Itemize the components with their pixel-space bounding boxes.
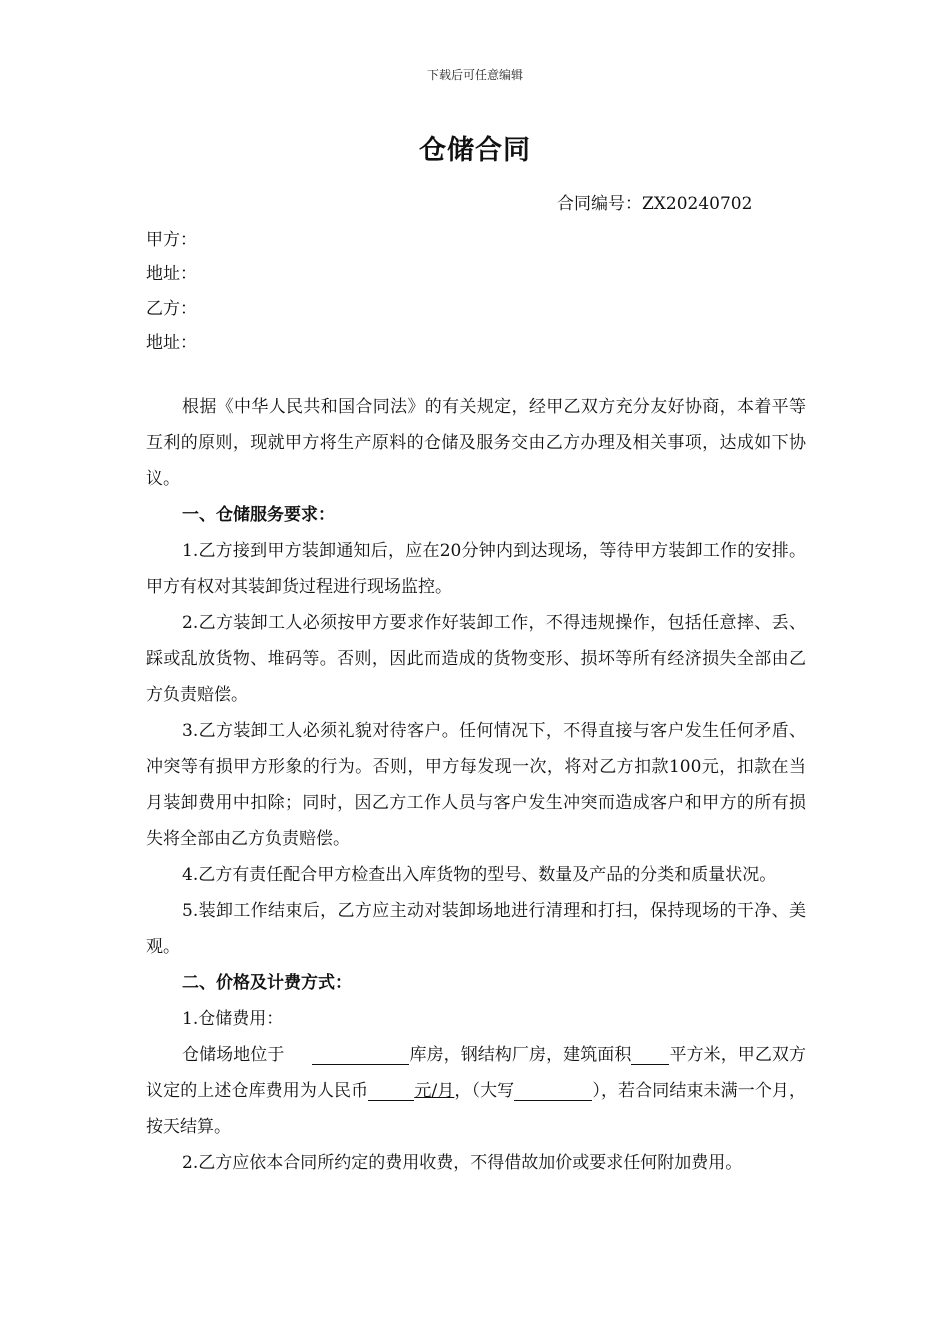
amount-blank[interactable]	[368, 1078, 414, 1101]
storage-fee-paragraph	[146, 1037, 806, 1145]
party-b-address-label: 地址：	[146, 333, 197, 353]
contract-body	[146, 389, 806, 1181]
section-1-item-2: 2.乙方装卸工人必须按甲方要求作好装卸工作，不得违规操作，包括任意摔、丢、踩或乱放货物、堆码等。否则，因此而造成的货物变形、损坏等所有经济损失全部由乙方负责赔偿。	[146, 613, 806, 705]
fee-text-settlement: ），若合同结束未满一个月，按天结算。	[146, 1081, 807, 1137]
section-1-item-5: 5.装卸工作结束后，乙方应主动对装卸场地进行清理和打扫，保持现场的干净、美观。	[146, 901, 806, 957]
area-blank[interactable]	[631, 1042, 669, 1065]
party-a-label: 甲方：	[146, 230, 197, 250]
contract-number: 合同编号：ZX20240702	[557, 194, 753, 214]
capital-amount-blank[interactable]	[514, 1078, 592, 1101]
location-blank[interactable]	[284, 1043, 312, 1065]
header-note: 下载后可任意编辑	[426, 68, 523, 82]
fee-text-warehouse: 库房，钢结构厂房，建筑面积	[409, 1045, 632, 1065]
fee-unit: 元/月	[414, 1081, 455, 1101]
section-1-item-4: 4.乙方有责任配合甲方检查出入库货物的型号、数量及产品的分类和质量状况。	[182, 865, 777, 885]
location-blank-line[interactable]	[312, 1042, 409, 1065]
section-2-heading: 二、价格及计费方式：	[182, 973, 352, 993]
section-2-item-2: 2.乙方应依本合同所约定的费用收费，不得借故加价或要求任何附加费用。	[182, 1153, 743, 1173]
section-1-item-1: 1.乙方接到甲方装卸通知后，应在20分钟内到达现场，等待甲方装卸工作的安排。甲方有权对其装卸货过程进行现场监控。	[146, 541, 806, 597]
party-a-address-label: 地址：	[146, 264, 197, 284]
fee-text-location: 仓储场地位于	[182, 1045, 285, 1065]
section-1-heading: 一、仓储服务要求：	[182, 505, 335, 525]
section-1-item-3: 3.乙方装卸工人必须礼貌对待客户。任何情况下，不得直接与客户发生任何矛盾、冲突等有损甲方形象的行为。否则，甲方每发现一次，将对乙方扣款100元，扣款在当月装卸费用中扣除；同时，因乙方工作人员与客户发生冲突而造成客户和甲方的所有损失将全部由乙方负责赔偿。	[146, 721, 806, 849]
page-title: 仓储合同	[419, 135, 531, 166]
preamble-paragraph: 根据《中华人民共和国合同法》的有关规定，经甲乙双方充分友好协商，本着平等互利的原则，现就甲方将生产原料的仓储及服务交由乙方办理及相关事项，达成如下协议。	[146, 397, 806, 489]
fee-text-area: 平方米，甲乙双方议定的上述仓库费用为人民币	[146, 1045, 807, 1101]
section-2-item-1-label: 1.仓储费用：	[182, 1009, 284, 1029]
fee-text-capital: ，（大写	[454, 1081, 515, 1101]
party-b-label: 乙方：	[146, 299, 197, 319]
